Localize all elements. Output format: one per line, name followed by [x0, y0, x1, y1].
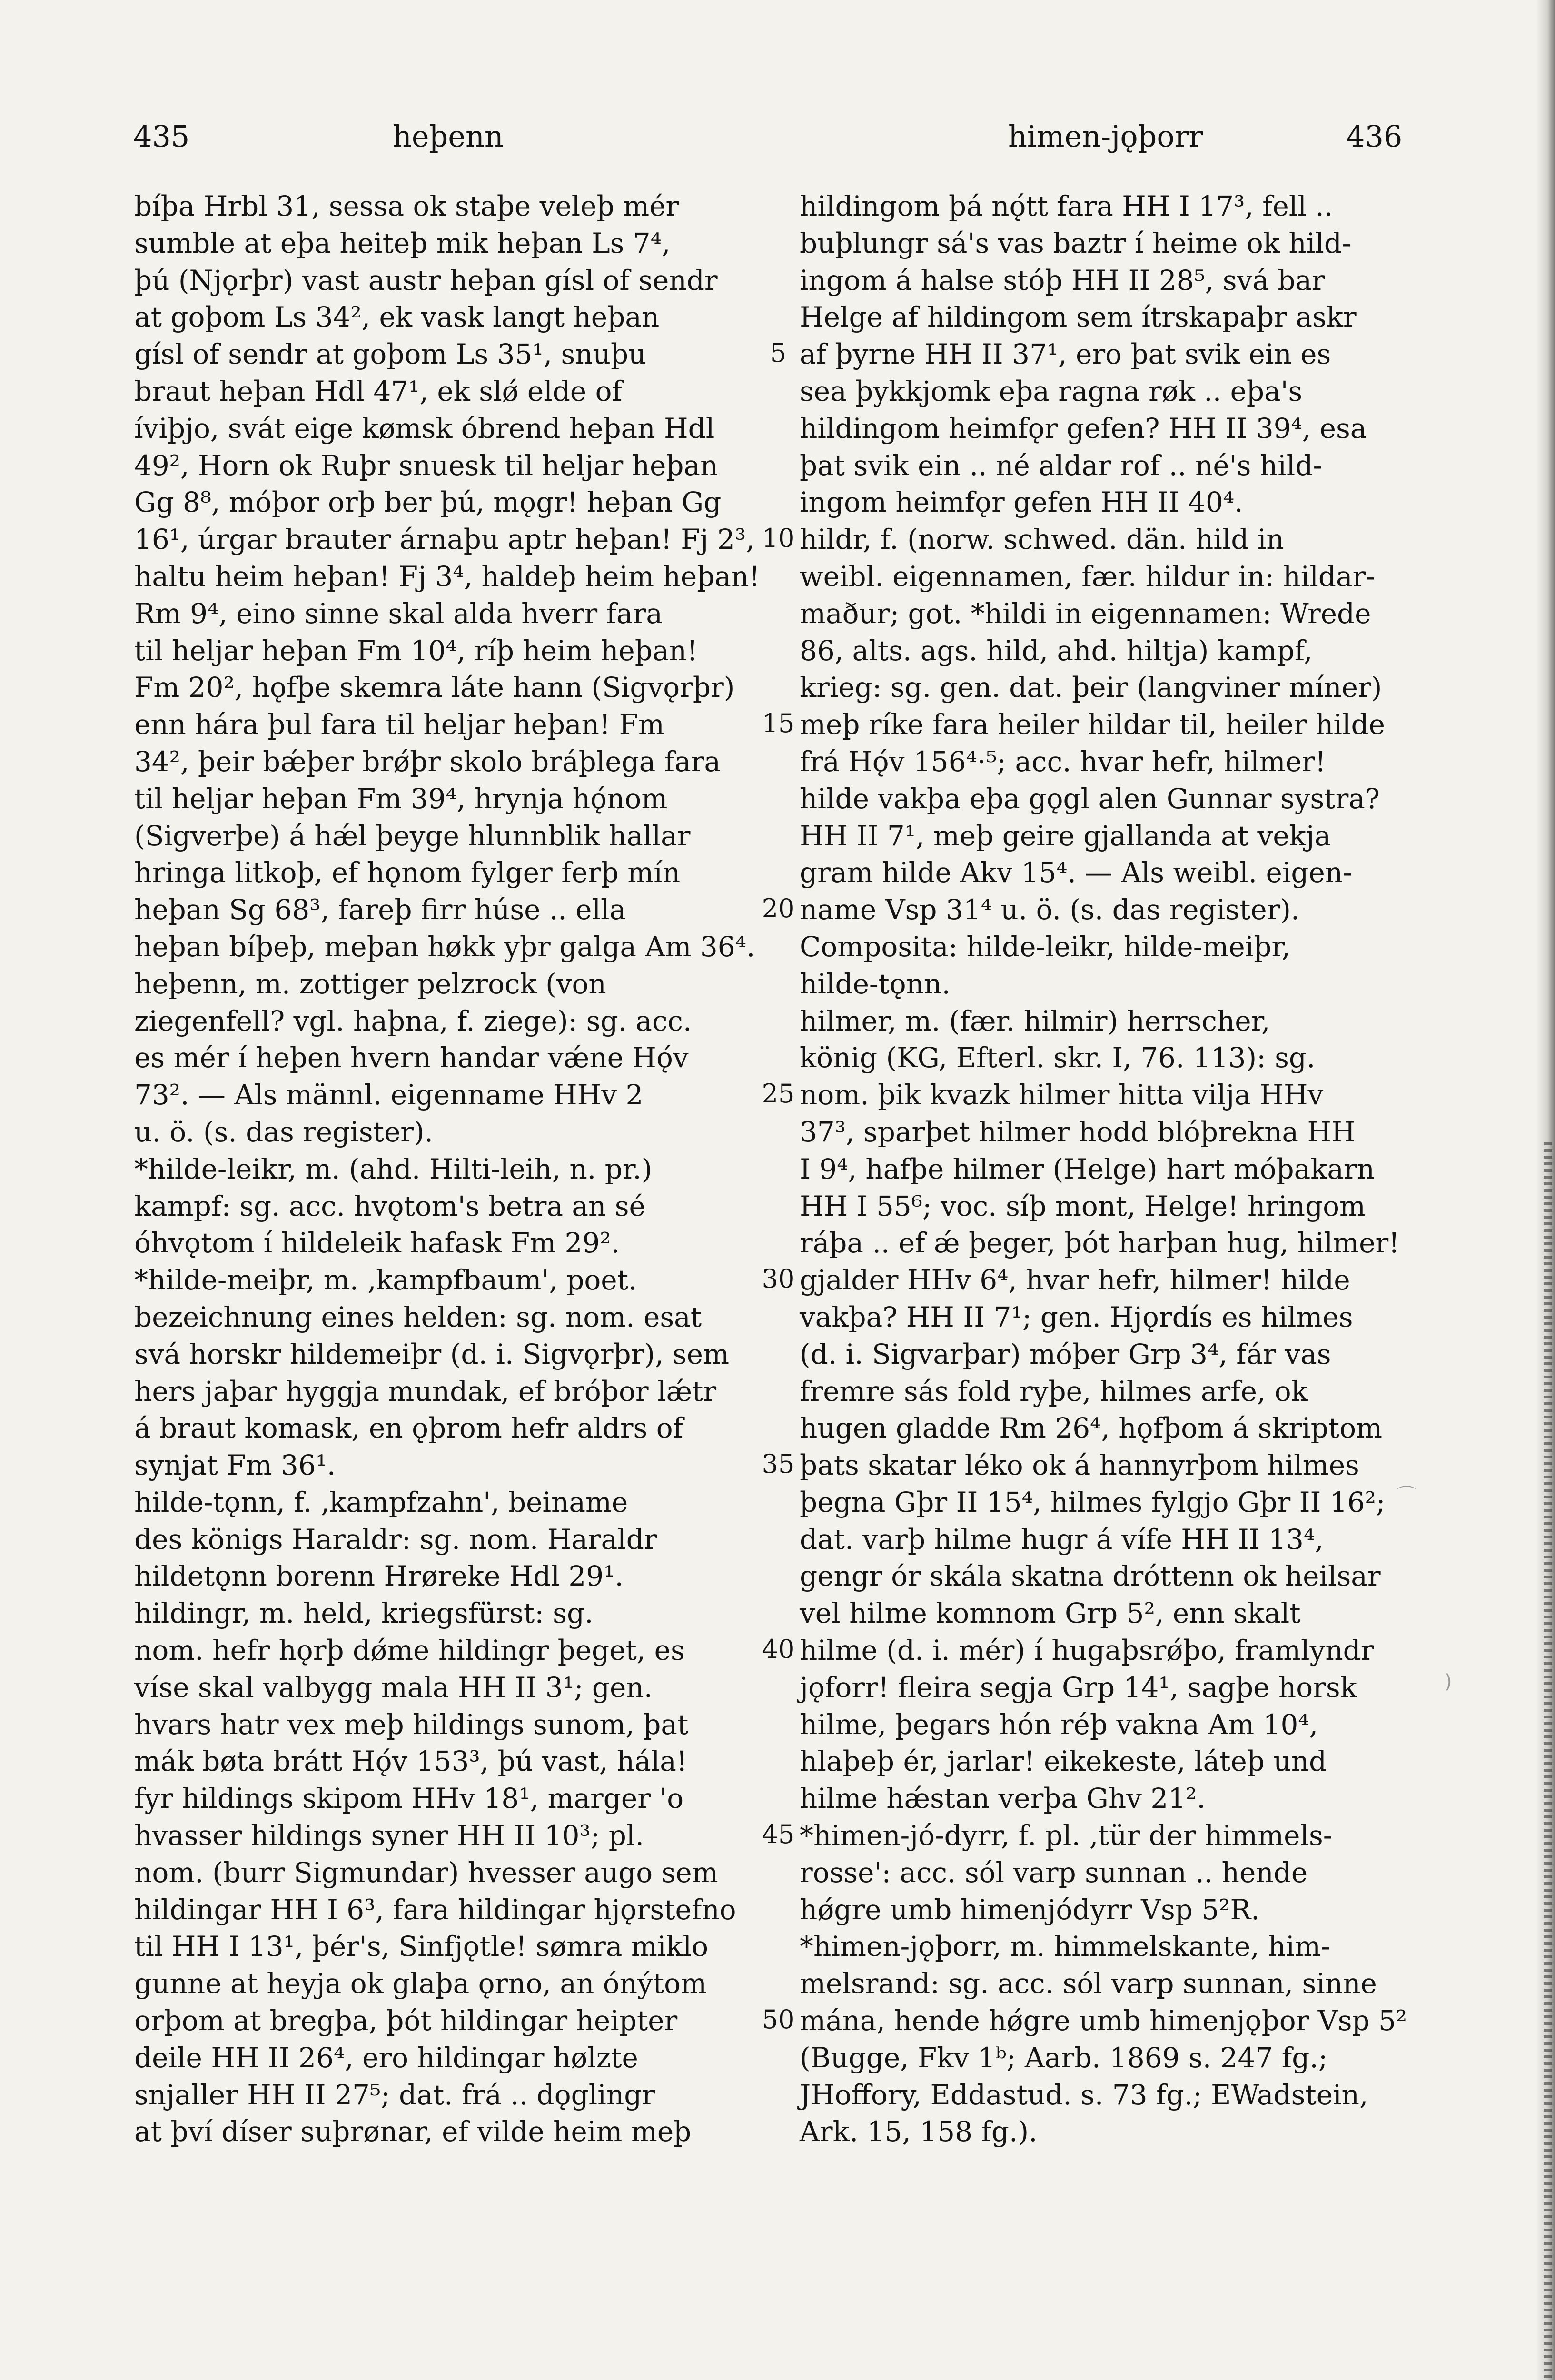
left-column-line: Rm 9⁴, eino sinne skal alda hverr fara	[134, 597, 663, 630]
left-column-line: þú (Njǫrþr) vast austr heþan gísl of sendr	[134, 264, 718, 297]
right-column-line: *himen-jǫþorr, m. himmelskante, him-	[800, 1930, 1330, 1963]
right-column-line: I 9⁴, hafþe hilmer (Helge) hart móþakarn	[800, 1152, 1375, 1185]
left-page-number: 435	[133, 119, 190, 154]
right-column-line: vakþa? HH II 7¹; gen. Hjǫrdís es hilmes	[800, 1300, 1353, 1333]
left-column	[134, 188, 762, 2151]
right-column-line: HH II 7¹, meþ geire gjallanda at vekja	[800, 819, 1331, 852]
right-column-line: meþ ríke fara heiler hildar til, heiler hilde	[800, 708, 1385, 741]
pencil-mark: )	[1445, 1671, 1452, 1693]
right-column-line: Helge af hildingom sem ítrskapaþr askr	[800, 301, 1357, 334]
line-number: 30	[762, 1264, 795, 1294]
right-column-line: ingom á halse stóþ HH II 28⁵, svá bar	[800, 264, 1325, 297]
left-column-line: 49², Horn ok Ruþr snuesk til heljar heþan	[134, 449, 718, 482]
left-column-line: heþan bíþeþ, meþan høkk yþr galga Am 36⁴.	[134, 930, 755, 963]
left-column-line: es mér í heþen hvern handar vǽne Hǫ́v	[134, 1041, 689, 1074]
left-column-line: kampf: sg. acc. hvǫtom's betra an sé	[134, 1190, 645, 1222]
right-column-line: nom. þik kvazk hilmer hitta vilja HHv	[800, 1079, 1324, 1111]
right-column	[800, 188, 1409, 2151]
right-column-line: hildingom heimfǫr gefen? HH II 39⁴, esa	[800, 412, 1367, 445]
left-column-line: (Sigverþe) á hǽl þeyge hlunnblik hallar	[134, 819, 691, 852]
left-column-line: des königs Haraldr: sg. nom. Haraldr	[134, 1523, 657, 1556]
left-column-line: hringa litkoþ, ef hǫnom fylger ferþ mín	[134, 856, 681, 889]
left-column-line: íviþjo, svát eige kømsk óbrend heþan Hdl	[134, 412, 715, 445]
running-head	[133, 119, 1555, 162]
line-number: 10	[762, 523, 795, 554]
left-column-line: nom. hefr hǫrþ dǿme hildingr þeget, es	[134, 1634, 685, 1667]
right-column-line: vel hilme komnom Grp 5², enn skalt	[800, 1597, 1301, 1630]
left-column-line: *hilde-meiþr, m. ‚kampfbaum', poet.	[134, 1264, 637, 1297]
right-column-line: hilme hǽstan verþa Ghv 21².	[800, 1782, 1206, 1815]
left-column-line: deile HH II 26⁴, ero hildingar hølzte	[134, 2041, 638, 2074]
right-column-line: þats skatar léko ok á hannyrþom hilmes	[800, 1449, 1359, 1482]
right-column-line: gjalder HHv 6⁴, hvar hefr, hilmer! hilde	[800, 1264, 1350, 1297]
right-column-line: buþlungr sá's vas baztr í heime ok hild-	[800, 227, 1351, 259]
right-column-line: hlaþeþ ér, jarlar! eikekeste, láteþ und	[800, 1745, 1327, 1778]
left-column-line: hilde-tǫnn, f. ‚kampfzahn', beiname	[134, 1486, 628, 1518]
right-column-line: hilmer, m. (fær. hilmir) herrscher,	[800, 1004, 1270, 1037]
left-column-line: svá horskr hildemeiþr (d. i. Sigvǫrþr), sem	[134, 1338, 730, 1370]
left-column-line: hildingar HH I 6³, fara hildingar hjǫrstefno	[134, 1893, 736, 1926]
right-column-line: hilme, þegars hón réþ vakna Am 10⁴,	[800, 1708, 1318, 1741]
right-column-line: hugen gladde Rm 26⁴, hǫfþom á skriptom	[800, 1412, 1383, 1445]
right-column-line: könig (KG, Efterl. skr. I, 76. 113): sg.	[800, 1041, 1316, 1074]
right-column-line: frá Hǫ́v 156⁴·⁵; acc. hvar hefr, hilmer!	[800, 745, 1326, 778]
right-column-line: hildingom þá nǫ́tt fara HH I 17³, fell ..	[800, 190, 1333, 222]
left-catchword: heþenn	[393, 119, 504, 154]
left-column-line: 16¹, úrgar brauter árnaþu aptr heþan! Fj 2³,	[134, 523, 755, 556]
left-column-line: óhvǫtom í hildeleik hafask Fm 29².	[134, 1227, 620, 1259]
left-column-line: orþom at bregþa, þót hildingar heipter	[134, 2004, 678, 2037]
line-number: 25	[762, 1079, 795, 1109]
right-column-line: hilde-tǫnn.	[800, 967, 951, 1000]
left-column-line: víse skal valbygg mala HH II 3¹; gen.	[134, 1671, 653, 1704]
right-column-line: name Vsp 31⁴ u. ö. (s. das register).	[800, 893, 1300, 926]
right-column-line: 37³, sparþet hilmer hodd blóþrekna HH	[800, 1115, 1356, 1148]
left-column-line: synjat Fm 36¹.	[134, 1449, 336, 1482]
left-column-line: á braut komask, en ǫþrom hefr aldrs of	[134, 1412, 683, 1445]
right-column-line: JHoffory, Eddastud. s. 73 fg.; EWadstein,	[800, 2078, 1368, 2111]
left-column-line: til heljar heþan Fm 39⁴, hrynja hǫ́nom	[134, 782, 668, 815]
line-number: 35	[762, 1449, 795, 1479]
right-column-line: *himen-jó-dyrr, f. pl. ‚tür der himmels-	[800, 1819, 1333, 1852]
left-column-line: at því díser suþrønar, ef vilde heim meþ	[134, 2115, 692, 2148]
left-column-line: til heljar heþan Fm 10⁴, ríþ heim heþan!	[134, 634, 698, 667]
left-column-line: hvasser hildings syner HH II 10³; pl.	[134, 1819, 644, 1852]
right-column-line: gram hilde Akv 15⁴. — Als weibl. eigen-	[800, 856, 1352, 889]
binding-stitching	[1544, 1142, 1552, 2380]
line-number: 5	[770, 338, 787, 368]
left-column-line: *hilde-leikr, m. (ahd. Hilti-leih, n. pr.)	[134, 1152, 653, 1185]
right-column-line: Ark. 15, 158 fg.).	[800, 2115, 1038, 2148]
line-number: 15	[762, 708, 795, 739]
right-column-line: sea þykkjomk eþa ragna røk .. eþa's	[800, 375, 1303, 407]
left-column-line: til HH I 13¹, þér's, Sinfjǫtle! sømra miklo	[134, 1930, 708, 1963]
right-column-line: krieg: sg. gen. dat. þeir (langviner míner)	[800, 671, 1382, 704]
left-column-line: braut heþan Hdl 47¹, ek slǿ elde of	[134, 375, 623, 407]
left-column-line: gísl of sendr at goþom Ls 35¹, snuþu	[134, 338, 646, 371]
right-column-line: HH I 55⁶; voc. síþ mont, Helge! hringom	[800, 1190, 1366, 1222]
left-column-line: heþan Sg 68³, fareþ firr húse .. ella	[134, 893, 626, 926]
right-column-line: mána, hende hǿgre umb himenjǫþor Vsp 5²	[800, 2004, 1407, 2037]
right-column-line: hilme (d. i. mér) í hugaþsrǿþo, framlyndr	[800, 1634, 1374, 1667]
right-column-line: (Bugge, Fkv 1ᵇ; Aarb. 1869 s. 247 fg.;	[800, 2041, 1328, 2074]
left-column-line: mák bøta brátt Hǫ́v 153³, þú vast, hála!	[134, 1745, 688, 1778]
left-column-line: bezeichnung eines helden: sg. nom. esat	[134, 1300, 702, 1333]
right-column-line: af þyrne HH II 37¹, ero þat svik ein es	[800, 338, 1331, 371]
right-column-line: jǫforr! fleira segja Grp 14¹, sagþe horsk	[800, 1671, 1357, 1704]
right-column-line: maður; got. *hildi in eigennamen: Wrede	[800, 597, 1371, 630]
left-column-line: Gg 8⁸, móþor orþ ber þú, mǫgr! heþan Gg	[134, 486, 722, 519]
left-column-line: 34², þeir bǽþer brǿþr skolo bráþlega fara	[134, 745, 721, 778]
line-number: 45	[762, 1819, 795, 1850]
left-column-line: nom. (burr Sigmundar) hvesser augo sem	[134, 1856, 718, 1889]
line-number: 50	[762, 2004, 795, 2035]
right-column-line: hildr, f. (norw. schwed. dän. hild in	[800, 523, 1284, 556]
right-column-line: melsrand: sg. acc. sól varp sunnan, sinne	[800, 1967, 1377, 2000]
right-column-line: dat. varþ hilme hugr á vífe HH II 13⁴,	[800, 1523, 1324, 1556]
right-column-line: þegna Gþr II 15⁴, hilmes fylgjo Gþr II 16²;	[800, 1486, 1386, 1518]
right-column-line: 86, alts. ags. hild, ahd. hiltja) kampf,	[800, 634, 1313, 667]
left-column-line: hvars hatr vex meþ hildings sunom, þat	[134, 1708, 689, 1741]
left-column-line: enn hára þul fara til heljar heþan! Fm	[134, 708, 664, 741]
right-column-line: hilde vakþa eþa gǫgl alen Gunnar systra?	[800, 782, 1380, 815]
left-column-line: hildingr, m. held, kriegsfürst: sg.	[134, 1597, 594, 1630]
left-column-line: 73². — Als männl. eigenname HHv 2	[134, 1079, 644, 1111]
left-column-line: heþenn, m. zottiger pelzrock (von	[134, 967, 606, 1000]
left-column-line: sumble at eþa heiteþ mik heþan Ls 7⁴,	[134, 227, 671, 259]
line-number: 20	[762, 893, 795, 924]
right-column-line: hǿgre umb himenjódyrr Vsp 5²R.	[800, 1893, 1260, 1926]
right-column-line: ingom heimfǫr gefen HH II 40⁴.	[800, 486, 1243, 519]
right-column-line: Composita: hilde-leikr, hilde-meiþr,	[800, 930, 1291, 963]
right-column-line: rosse': acc. sól varp sunnan .. hende	[800, 1856, 1308, 1889]
left-column-line: u. ö. (s. das register).	[134, 1115, 434, 1148]
right-catchword: himen-jǫþorr	[1008, 119, 1203, 154]
right-column-line: weibl. eigennamen, fær. hildur in: hildar-	[800, 560, 1375, 593]
right-column-line: þat svik ein .. né aldar rof .. né's hild-	[800, 449, 1323, 482]
left-column-line: ziegenfell? vgl. haþna, f. ziege): sg. acc.	[134, 1004, 692, 1037]
right-column-line: fremre sás fold ryþe, hilmes arfe, ok	[800, 1375, 1308, 1408]
left-column-line: hers jaþar hyggja mundak, ef bróþor lǽtr	[134, 1375, 717, 1408]
left-column-line: Fm 20², hǫfþe skemra láte hann (Sigvǫrþr)	[134, 671, 735, 704]
left-column-line: hildetǫnn borenn Hrøreke Hdl 29¹.	[134, 1560, 624, 1593]
line-number: 40	[762, 1634, 795, 1665]
left-column-line: bíþa Hrbl 31, sessa ok staþe veleþ mér	[134, 190, 679, 222]
right-page-number: 436	[1346, 119, 1403, 154]
pencil-mark: ⌒	[1397, 1485, 1416, 1507]
left-column-line: gunne at heyja ok glaþa ǫrno, an ónýtom	[134, 1967, 707, 2000]
right-column-line: ráþa .. ef ǽ þeger, þót harþan hug, hilmer!	[800, 1227, 1400, 1259]
left-column-line: at goþom Ls 34², ek vask langt heþan	[134, 301, 660, 334]
right-column-line: gengr ór skála skatna dróttenn ok heilsar	[800, 1560, 1381, 1593]
right-column-line: (d. i. Sigvarþar) móþer Grp 3⁴, fár vas	[800, 1338, 1331, 1370]
left-column-line: snjaller HH II 27⁵; dat. frá .. dǫglingr	[134, 2078, 655, 2111]
left-column-line: haltu heim heþan! Fj 3⁴, haldeþ heim heþan!	[134, 560, 760, 593]
left-column-line: fyr hildings skipom HHv 18¹, marger 'o	[134, 1782, 684, 1815]
